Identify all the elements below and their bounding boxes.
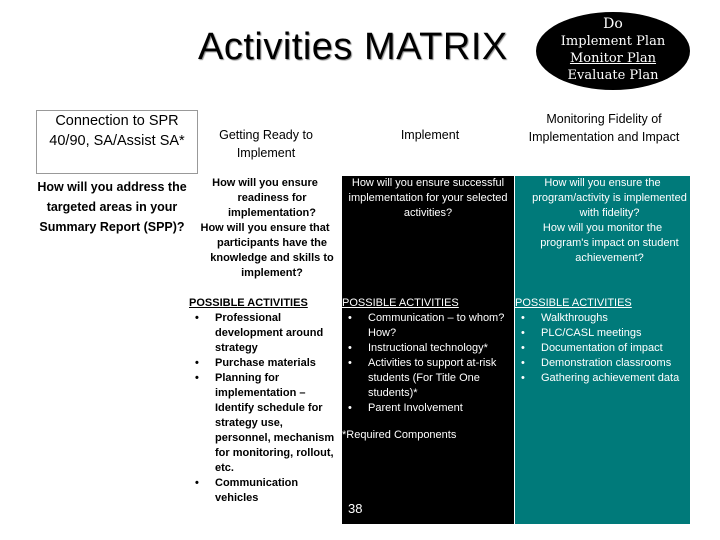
oval-evaluate-plan: Evaluate Plan (567, 68, 659, 83)
bullet-icon: • (195, 477, 199, 489)
implement-header: Implement (400, 128, 460, 142)
list-item-text: Documentation of impact (541, 342, 663, 354)
list-item (189, 311, 341, 356)
getting-ready-column (189, 176, 341, 524)
monitoring-question-2 (515, 221, 690, 266)
connection-header: Connection to SPR 40/90, SA/Assist SA* (36, 110, 198, 174)
question-rest: program/activity is implemented with fidelity? (532, 192, 687, 219)
oval-monitor-plan: Monitor Plan (569, 51, 657, 66)
required-components-note: *Required Components (342, 429, 457, 441)
question-rest: program's impact on student achievement? (540, 237, 679, 264)
getting-ready-list (189, 311, 341, 506)
bullet-icon: • (521, 327, 525, 339)
oval-do: Do (603, 16, 623, 32)
bullet-icon: • (521, 312, 525, 324)
plan-cycle-oval (536, 12, 690, 90)
monitoring-column (515, 176, 690, 524)
question-lead: How will you ensure that (200, 222, 330, 234)
list-item-text: Parent Involvement (368, 402, 463, 414)
list-item (515, 311, 690, 326)
list-item-text: PLC/CASL meetings (541, 327, 642, 339)
bullet-icon: • (521, 357, 525, 369)
list-item (189, 356, 341, 371)
implement-column (342, 176, 514, 524)
bullet-icon: • (195, 357, 199, 369)
monitoring-header: Monitoring Fidelity of Implementation and Impact (528, 112, 680, 144)
bullet-icon: • (521, 372, 525, 384)
list-item-text: Communication vehicles (215, 477, 299, 504)
implement-question: How will you ensure successful implementation for your selected activities? (348, 177, 508, 219)
list-item-text: Gathering achievement data (541, 372, 680, 384)
oval-implement-plan: Implement Plan (560, 34, 666, 49)
bullet-icon: • (521, 342, 525, 354)
bullet-icon: • (348, 402, 352, 414)
list-item (515, 356, 690, 371)
possible-activities-heading: POSSIBLE ACTIVITIES (515, 297, 632, 309)
bullet-icon: • (348, 312, 352, 324)
question-rest: participants have the knowledge and skills to implement? (210, 237, 334, 279)
monitoring-question-1 (515, 176, 690, 221)
list-item-text: Instructional technology* (368, 342, 488, 354)
list-item-text: Purchase materials (215, 357, 316, 369)
possible-activities-heading: POSSIBLE ACTIVITIES (342, 297, 459, 309)
getting-ready-question-1 (189, 176, 341, 221)
list-item (189, 476, 341, 506)
list-item (189, 371, 341, 476)
question-lead: How will you monitor the (542, 222, 663, 234)
list-item-text: Communication – to whom? How? (368, 312, 505, 339)
page-title: Activities MATRIX (198, 26, 508, 68)
address-question: How will you address the targeted areas in your Summary Report (SPP)? (37, 180, 187, 234)
list-item (342, 341, 514, 356)
list-item-text: Activities to support at-risk students (For Title One students)* (368, 357, 497, 399)
list-item (342, 401, 514, 416)
list-item-text: Demonstration classrooms (541, 357, 672, 369)
list-item-text: Walkthroughs (541, 312, 608, 324)
bullet-icon: • (195, 312, 199, 324)
bullet-icon: • (195, 372, 199, 384)
list-item (515, 371, 690, 386)
monitoring-list (515, 311, 690, 386)
question-lead: How will you ensure the (544, 177, 661, 189)
list-item (515, 326, 690, 341)
getting-ready-header: Getting Ready to Implement (219, 128, 313, 160)
possible-activities-heading: POSSIBLE ACTIVITIES (189, 297, 308, 309)
list-item (342, 356, 514, 401)
list-item (515, 341, 690, 356)
bullet-icon: • (348, 357, 352, 369)
list-item-text: Professional development around strategy (215, 312, 324, 354)
bullet-icon: • (348, 342, 352, 354)
implement-list (342, 311, 514, 416)
list-item (342, 311, 514, 341)
getting-ready-question-2 (189, 221, 341, 281)
question-lead: How will you ensure (212, 177, 318, 189)
list-item-text: Planning for implementation – Identify schedule for strategy use, personnel, mechanism for monitoring, rollout, etc. (215, 372, 335, 474)
question-rest: readiness for implementation? (227, 192, 316, 219)
page-number: 38 (348, 501, 363, 516)
